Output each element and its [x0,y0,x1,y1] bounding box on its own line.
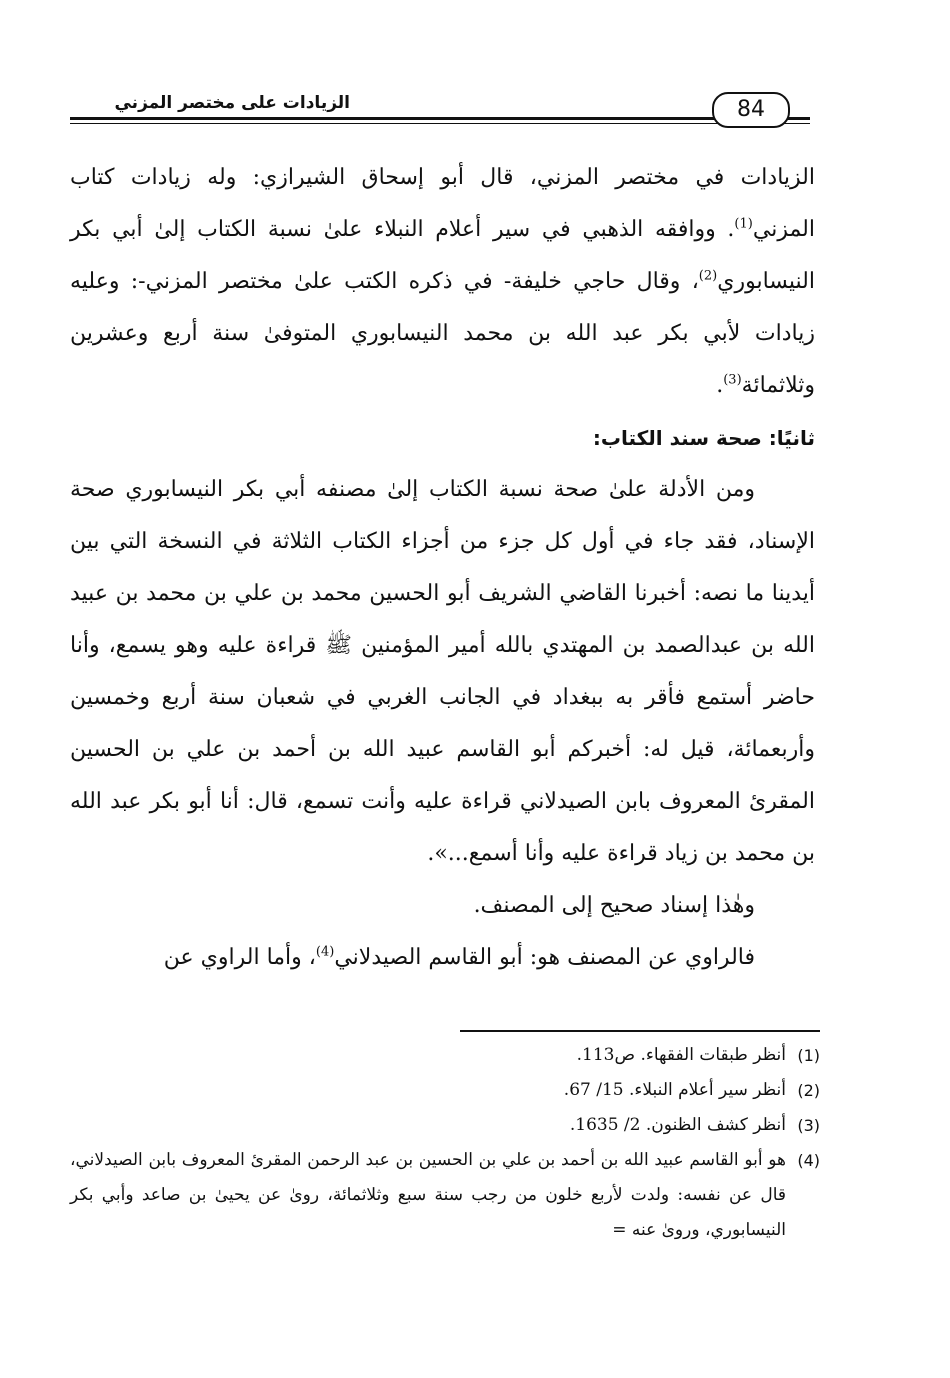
footnote-separator [460,1030,820,1032]
paragraph-1: الزيادات في مختصر المزني، قال أبو إسحاق الشيرازي: وله زيادات كتاب المزني$^{(1)}$. ووافقه الذهبي في سير أعلام النبلاء علىٰ نسبة الكتاب إلىٰ أبي بكر النيسابوري$^{(2)}$، وقال حاجي خليفة- في ذكره الكتب علىٰ مختصر المزني-: وعليه زيادات لأبي بكر عبد الله بن محمد النيسابوري المتوفىٰ سنة أربع وعشرين وثلاثمائة$^{(3)}$. [70,165,815,398]
footnote-ref-1: (1) [734,216,753,232]
page-header [70,88,810,128]
footnote-text: أنظر كشف الظنون. 2/ 1635. [569,1115,786,1135]
footnote-ref-2: (2) [698,268,718,284]
footnote-3 [70,1108,820,1143]
footnote-text: أنظر طبقات الفقهاء. ص113. [576,1045,786,1065]
footnotes [70,1038,820,1248]
footnote-number: (2) [797,1081,820,1100]
footnote-text: هو أبو القاسم عبيد الله بن أحمد بن علي بن الحسين بن عبد الرحمن المقرئ المعروف بابن الصيدلاني، قال عن نفسه: ولدت لأربع خلون من رجب سنة سبع وثلاثمائة، روىٰ عن يحيىٰ بن صاعد وأبي بكر النيسابوري، وروىٰ عنه = [70,1150,786,1240]
running-title: الزيادات على مختصر المزني [114,93,350,113]
paragraph-2: ومن الأدلة علىٰ صحة نسبة الكتاب إلىٰ مصنفه أبي بكر النيسابوري صحة الإسناد، فقد جاء في أول كل جزء من أجزاء الكتاب الثلاثة في النسخة التي بين أيدينا ما نصه: أخبرنا القاضي الشريف أبو الحسين محمد بن علي بن محمد بن عبيد الله بن عبدالصمد بن المهتدي بالله أمير المؤمنين ﷺ قراءة عليه وهو يسمع، وأنا حاضر أستمع فأقر به ببغداد في الجانب الغربي في شعبان سنة أربع وخمسين وأربعمائة، قيل له: أخبركم أبو القاسم عبيد الله بن أحمد بن علي بن الحسين المقرئ المعروف بابن الصيدلاني قراءة عليه وأنت تسمع، قال: أنا أبو بكر عبد الله بن محمد بن زياد قراءة عليه وأنا أسمع...». [70,477,816,866]
paragraph-4: فالراوي عن المصنف هو: أبو القاسم الصيدلاني$^{(4)}$، وأما الراوي عن [163,944,755,970]
footnote-4 [70,1143,820,1248]
footnote-number: (3) [797,1116,820,1135]
main-text [70,152,815,984]
section-heading: ثانيًا: صحة سند الكتاب: [592,426,815,450]
footnote-text: أنظر سير أعلام النبلاء. 15/ 67. [563,1080,786,1100]
footnote-2 [70,1073,820,1108]
footnote-1 [70,1038,820,1073]
header-rule-thick [70,117,810,120]
footnote-ref-3: (3) [723,372,742,388]
header-rule-thin [70,123,810,124]
footnote-number: (1) [797,1046,820,1065]
paragraph-3: وهٰذا إسناد صحيح إلى المصنف. [473,893,755,918]
footnote-number: (4) [797,1151,820,1170]
page-number: 84 [712,92,790,128]
footnote-ref-4: (4) [315,944,335,960]
